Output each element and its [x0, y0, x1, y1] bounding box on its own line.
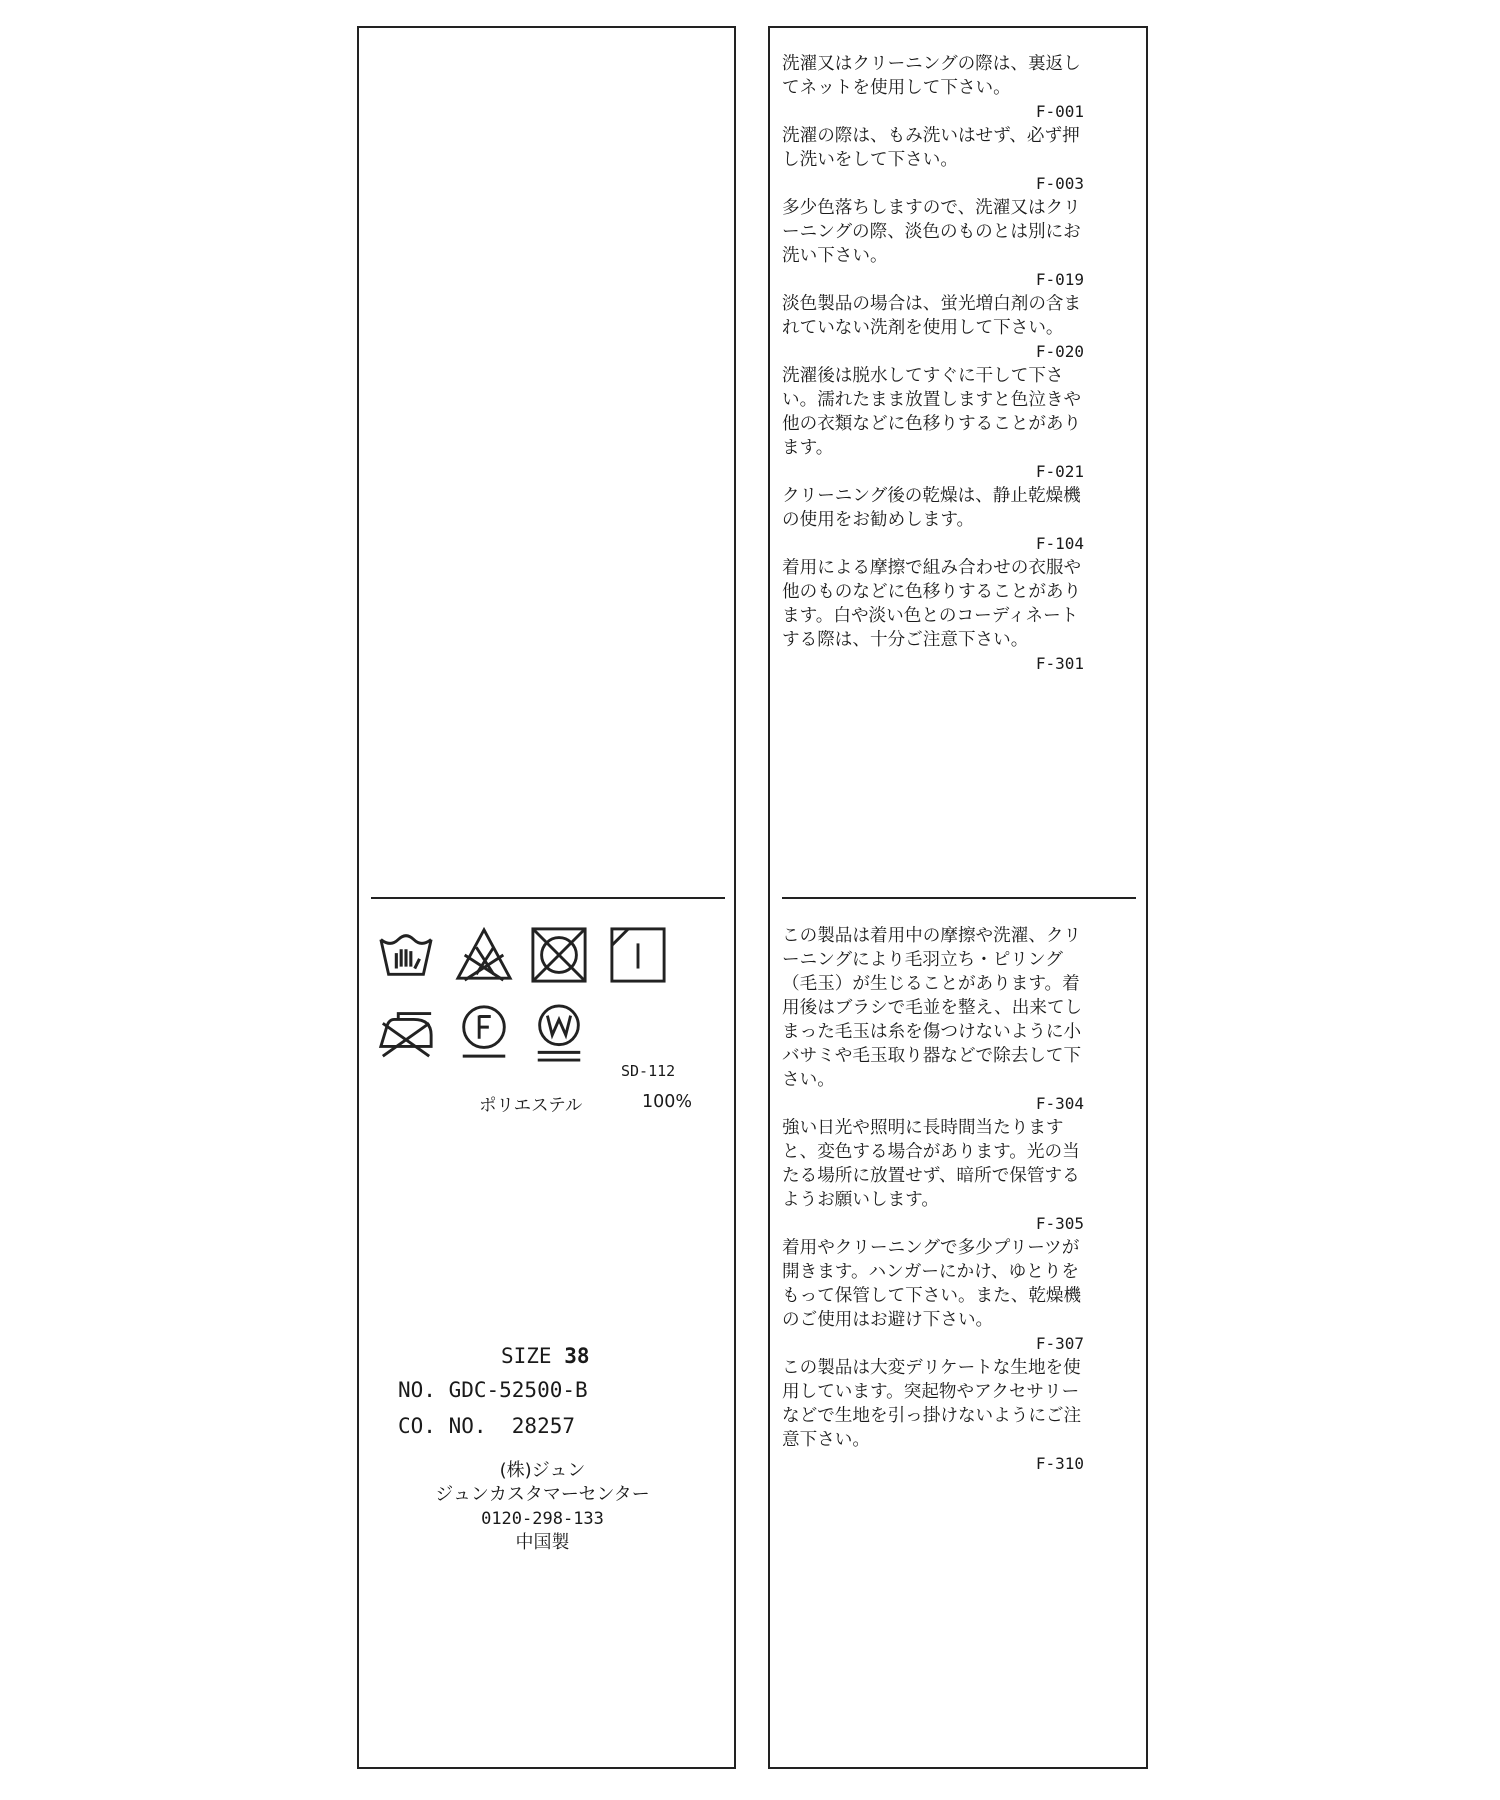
- care-note: [782, 1356, 1084, 1476]
- care-note-text: 洗濯又はクリーニングの際は、裏返してネットを使用して下さい。: [782, 54, 1081, 98]
- right-divider: [782, 897, 1136, 899]
- care-note-text: 洗濯後は脱水してすぐに干して下さい。濡れたまま放置しますと色泣きや他の衣類などに色移りすることがあります。: [782, 366, 1082, 458]
- sd-code: SD-112: [621, 1062, 676, 1080]
- care-note: [782, 556, 1084, 676]
- wet-clean-w-icon: [530, 1002, 588, 1060]
- care-note: [782, 1236, 1084, 1356]
- no-tumble-dry-icon: [530, 926, 588, 984]
- care-note-code: F-020: [1035, 342, 1084, 361]
- care-notes-top: [782, 52, 1084, 676]
- dry-clean-f-icon: [455, 1002, 513, 1060]
- care-notes-bottom: [782, 924, 1084, 1476]
- care-note-code: F-307: [1035, 1334, 1084, 1353]
- care-note: [782, 196, 1084, 292]
- care-note-code: F-003: [1035, 174, 1084, 193]
- right-care-label: [768, 26, 1148, 1769]
- line-dry-icon: [609, 926, 667, 984]
- left-divider: [371, 897, 725, 899]
- care-note: [782, 1116, 1084, 1236]
- care-note: [782, 364, 1084, 484]
- country-of-origin: 中国製: [515, 1532, 570, 1553]
- care-note: [782, 52, 1084, 124]
- care-note-text: 着用による摩擦で組み合わせの衣服や他のものなどに色移りすることがあります。白や淡い色とのコーディネートする際は、十分ご注意下さい。: [782, 558, 1082, 650]
- care-note-code: F-001: [1035, 102, 1084, 121]
- hand-wash-30-icon: [377, 926, 435, 984]
- size-value: 38: [564, 1344, 590, 1368]
- care-note-code: F-310: [1035, 1454, 1084, 1473]
- care-note-text: この製品は着用中の摩擦や洗濯、クリーニングにより毛羽立ち・ピリング（毛玉）が生じることがあります。着用後はブラシで毛並を整え、出来てしまった毛玉は糸を傷つけないように小バサミや毛玉取り器などで除去して下さい。: [782, 926, 1083, 1090]
- size-label: SIZE: [501, 1344, 552, 1368]
- customer-center: ジュンカスタマーセンター: [435, 1484, 650, 1505]
- phone-number: 0120-298-133: [481, 1509, 604, 1529]
- no-bleach-icon: [455, 926, 513, 984]
- no-iron-icon: [377, 1002, 435, 1060]
- care-note-code: F-305: [1035, 1214, 1084, 1233]
- left-care-label: [357, 26, 736, 1769]
- care-note-code: F-304: [1035, 1094, 1084, 1113]
- care-note-text: 多少色落ちしますので、洗濯又はクリーニングの際、淡色のものとは別にお洗い下さい。: [782, 198, 1081, 266]
- care-note: [782, 292, 1084, 364]
- care-note: [782, 484, 1084, 556]
- size-line: [501, 1344, 590, 1368]
- care-note-text: クリーニング後の乾燥は、静止乾燥機の使用をお勧めします。: [782, 486, 1081, 530]
- care-note-text: 着用やクリーニングで多少プリーツが開きます。ハンガーにかけ、ゆとりをもって保管して下さい。また、乾燥機のご使用はお避け下さい。: [782, 1238, 1082, 1330]
- care-note-text: 強い日光や照明に長時間当たりますと、変色する場合があります。光の当たる場所に放置せず、暗所で保管するようお願いします。: [782, 1118, 1080, 1210]
- fiber-name: ポリエステル: [479, 1096, 583, 1116]
- care-note-code: F-104: [1035, 534, 1084, 553]
- co-number: CO. NO. 28257: [398, 1414, 576, 1438]
- care-note: [782, 924, 1084, 1116]
- product-number: NO. GDC-52500-B: [398, 1378, 588, 1402]
- fiber-percent: 100%: [642, 1092, 693, 1112]
- care-note-text: 淡色製品の場合は、蛍光増白剤の含まれていない洗剤を使用して下さい。: [782, 294, 1082, 338]
- care-note-code: F-301: [1035, 654, 1084, 673]
- care-note: [782, 124, 1084, 196]
- care-note-text: この製品は大変デリケートな生地を使用しています。突起物やアクセサリーなどで生地を引っ掛けないようにご注意下さい。: [782, 1358, 1082, 1450]
- care-note-code: F-019: [1035, 270, 1084, 289]
- care-note-text: 洗濯の際は、もみ洗いはせず、必ず押し洗いをして下さい。: [782, 126, 1080, 170]
- maker-name: (株)ジュン: [499, 1460, 586, 1481]
- care-note-code: F-021: [1035, 462, 1084, 481]
